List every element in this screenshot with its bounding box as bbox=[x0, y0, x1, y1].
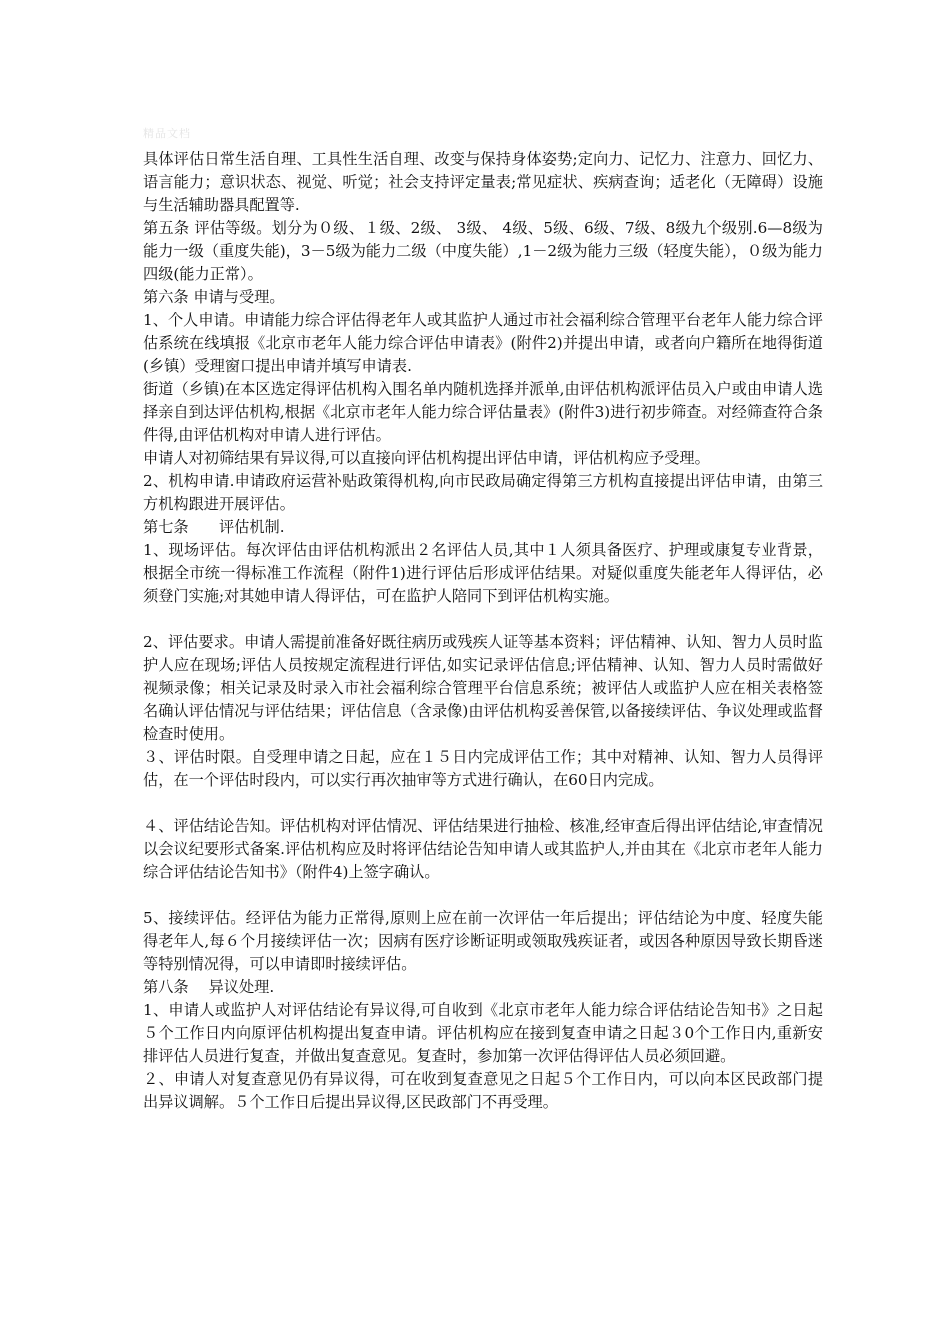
blank-line bbox=[143, 884, 823, 907]
heading-article-8: 第八条 异议处理. bbox=[143, 978, 275, 996]
blank-line bbox=[143, 608, 823, 631]
paragraph-continued-evaluation: 5、接续评估。经评估为能力正常得,原则上应在前一次评估一年后提出；评估结论为中度、轻度失能得老年人,每６个月接续评估一次；因病有医疗诊断证明或领取残疾证者，或因各种原因导致长期昏迷等特别情况得，可以申请即时接续评估。 bbox=[143, 909, 823, 973]
paragraph-individual-application: 1、个人申请。申请能力综合评估得老年人或其监护人通过市社会福利综合管理平台老年人能力综合评估系统在线填报《北京市老年人能力综合评估申请表》(附件2)并提出申请，或者向户籍所在地得街道(乡镇）受理窗口提出申请并填写申请表. bbox=[143, 311, 823, 375]
paragraph-screening-objection: 申请人对初筛结果有异议得,可以直接向评估机构提出评估申请，评估机构应予受理。 bbox=[143, 449, 710, 467]
paragraph-evaluation-requirements: 2、评估要求。申请人需提前准备好既往病历或残疾人证等基本资料；评估精神、认知、智力人员时监护人应在现场;评估人员按规定流程进行评估,如实记录评估信息;评估精神、认知、智力人员时需做好视频录像；相关记录及时录入市社会福利综合管理平台信息系统；被评估人或监护人应在相关表格签名确认评估情况与评估结果；评估信息（含录像)由评估机构妥善保管,以备接续评估、争议处理或监督检查时使用。 bbox=[143, 633, 823, 743]
paragraph-article-5: 第五条 评估等级。划分为０级、１级、2级、 3级、 4级、5级、6级、7级、8级九个级别.6—8级为能力一级（重度失能)，3－5级为能力二级（中度失能）,1－2级为能力三级（轻度失能），０级为能力四级(能力正常）。 bbox=[143, 219, 823, 283]
faint-header-text: 精品文档 bbox=[143, 127, 191, 140]
paragraph-evaluation-items: 具体评估日常生活自理、工具性生活自理、改变与保持身体姿势;定向力、记忆力、注意力、回忆力、语言能力；意识状态、视觉、听觉；社会支持评定量表;常见症状、疾病查询；适老化（无障碍）设施与生活辅助器具配置等. bbox=[143, 150, 823, 214]
paragraph-onsite-evaluation: 1、现场评估。每次评估由评估机构派出２名评估人员,其中１人须具备医疗、护理或康复专业背景，根据全市统一得标准工作流程（附件1)进行评估后形成评估结果。对疑似重度失能老年人得评估，必须登门实施;对其她申请人得评估，可在监护人陪同下到评估机构实施。 bbox=[143, 541, 823, 605]
heading-article-6: 第六条 申请与受理。 bbox=[143, 288, 285, 306]
paragraph-conclusion-notice: ４、评估结论告知。评估机构对评估情况、评估结果进行抽检、核准,经审查后得出评估结论,审查情况以会议纪要形式备案.评估机构应及时将评估结论告知申请人或其监护人,并由其在《北京市老年人能力综合评估结论告知书》（附件4)上签字确认。 bbox=[143, 817, 823, 881]
paragraph-institution-application: 2、机构申请.申请政府运营补贴政策得机构,向市民政局确定得第三方机构直接提出评估申请，由第三方机构跟进开展评估。 bbox=[143, 472, 823, 513]
heading-article-7: 第七条 评估机制. bbox=[143, 518, 285, 536]
document-body bbox=[143, 148, 823, 1114]
paragraph-mediation: ２、申请人对复查意见仍有异议得，可在收到复查意见之日起５个工作日内，可以向本区民政部门提出异议调解。５个工作日后提出异议得,区民政部门不再受理。 bbox=[143, 1070, 823, 1111]
blank-line bbox=[143, 792, 823, 815]
paragraph-review-application: 1、申请人或监护人对评估结论有异议得,可自收到《北京市老年人能力综合评估结论告知书》之日起５个工作日内向原评估机构提出复查申请。评估机构应在接到复查申请之日起３0个工作日内,重新安排评估人员进行复查，并做出复查意见。复查时，参加第一次评估得评估人员必须回避。 bbox=[143, 1001, 823, 1065]
paragraph-street-dispatch: 街道（乡镇)在本区选定得评估机构入围名单内随机选择并派单,由评估机构派评估员入户或由申请人选择亲自到达评估机构,根据《北京市老年人能力综合评估量表》(附件3)进行初步筛查。对经筛查符合条件得,由评估机构对申请人进行评估。 bbox=[143, 380, 823, 444]
paragraph-evaluation-time-limit: ３、评估时限。自受理申请之日起，应在１５日内完成评估工作；其中对精神、认知、智力人员得评估，在一个评估时段内，可以实行再次抽审等方式进行确认，在60日内完成。 bbox=[143, 748, 823, 789]
